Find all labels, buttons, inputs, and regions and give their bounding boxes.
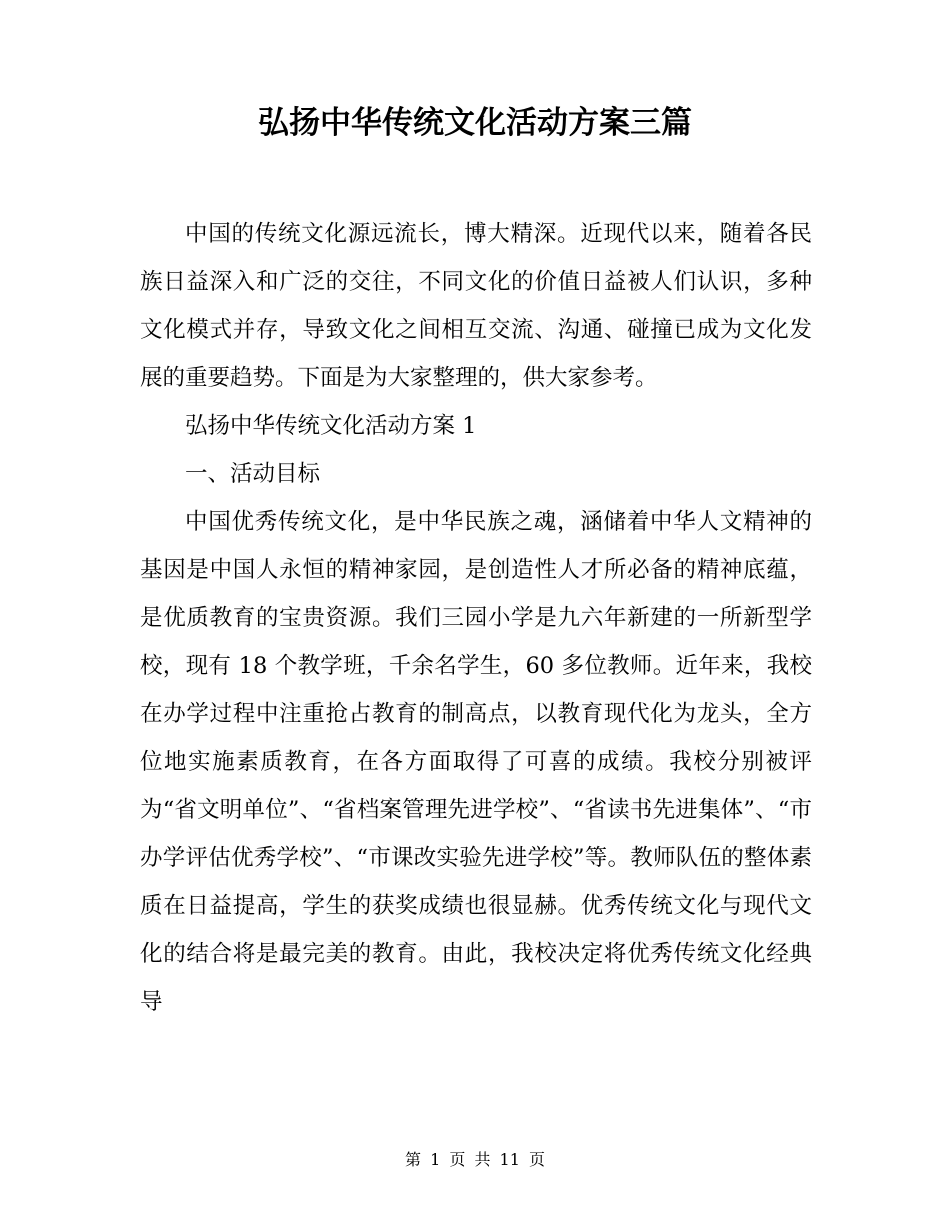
body-paragraph: 中国优秀传统文化，是中华民族之魂，涵储着中华人文精神的基因是中国人永恒的精神家园，是创造性人才所必备的精神底蕴，是优质教育的宝贵资源。我们三园小学是九六年新建的一所新型学校，现有 18 个教学班，千余名学生，60 多位教师。近年来，我校在办学过程中注重抢占教育的制高点，以教育现代化为龙头，全方位地实施素质教育，在各方面取得了可喜的成绩。我校分别被评为“省文明单位”、“省档案管理先进学校”、“省读书先进集体”、“市办学评估优秀学校”、“市课改实验先进学校”等。教师队伍的整体素质在日益提高，学生的获奖成绩也很显赫。优秀传统文化与现代文化的结合将是最完美的教育。由此，我校决定将优秀传统文化经典导 <box>140 509 812 1015</box>
intro-paragraph: 中国的传统文化源远流长，博大精深。近现代以来，随着各民族日益深入和广泛的交往，不同文化的价值日益被人们认识，多种文化模式并存，导致文化之间相互交流、沟通、碰撞已成为文化发展的重要趋势。下面是为大家整理的，供大家参考。 <box>140 221 812 391</box>
document-body <box>140 210 812 1026</box>
document-title: 弘扬中华传统文化活动方案三篇 <box>258 105 692 141</box>
page-number-footer: 第 1 页 共 11 页 <box>405 1150 545 1169</box>
subsection-title: 一、活动目标 <box>185 461 321 487</box>
section-title: 弘扬中华传统文化活动方案 1 <box>185 413 477 439</box>
